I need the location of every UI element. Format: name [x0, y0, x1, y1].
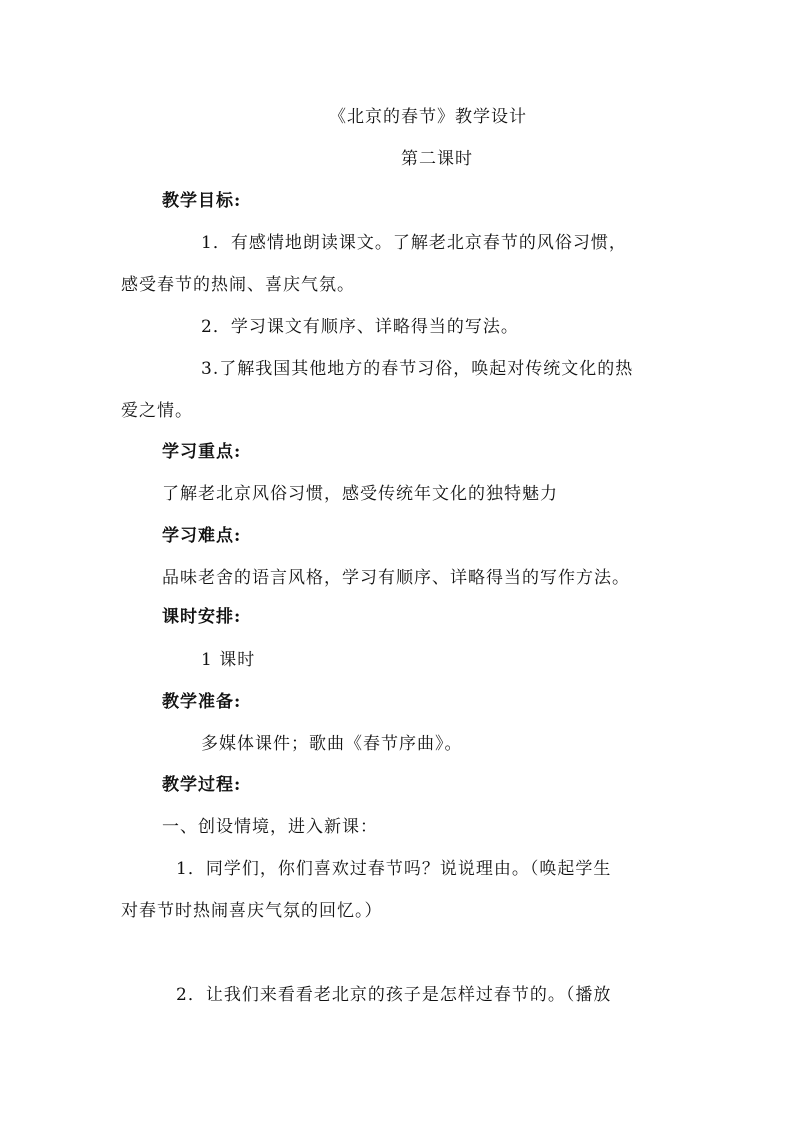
- difficulties-heading: 学习难点:: [162, 526, 242, 546]
- preparation-heading: 教学准备:: [162, 692, 242, 712]
- schedule-text: 1 课时: [201, 650, 256, 670]
- process-step-1-line-2: 对春节时热闹喜庆气氛的回忆。）: [121, 901, 383, 921]
- objective-item-1-line-2: 感受春节的热闹、喜庆气氛。: [121, 275, 355, 295]
- document-subtitle: 第二课时: [401, 149, 473, 169]
- preparation-text: 多媒体课件；歌曲《春节序曲》。: [201, 734, 463, 754]
- objective-item-3-line-1: 3.了解我国其他地方的春节习俗，唤起对传统文化的热: [201, 359, 634, 379]
- process-step-2-line-1: 2．让我们来看看老北京的孩子是怎样过春节的。（播放: [176, 985, 612, 1005]
- process-section-1: 一、创设情境，进入新课：: [162, 817, 378, 837]
- key-points-text: 了解老北京风俗习惯，感受传统年文化的独特魅力: [162, 484, 558, 504]
- document-title: 《北京的春节》教学设计: [329, 107, 527, 127]
- key-points-heading: 学习重点:: [162, 442, 242, 462]
- process-step-1-line-1: 1．同学们，你们喜欢过春节吗？说说理由。（唤起学生: [176, 859, 612, 879]
- difficulties-text: 品味老舍的语言风格，学习有顺序、详略得当的写作方法。: [162, 568, 630, 588]
- process-heading: 教学过程:: [162, 775, 242, 795]
- objectives-heading: 教学目标:: [162, 191, 242, 211]
- objective-item-2: 2．学习课文有顺序、详略得当的写法。: [201, 317, 519, 337]
- schedule-heading: 课时安排:: [162, 607, 242, 627]
- objective-item-1-line-1: 1．有感情地朗读课文。了解老北京春节的风俗习惯，: [201, 233, 627, 253]
- objective-item-3-line-2: 爱之情。: [121, 401, 193, 421]
